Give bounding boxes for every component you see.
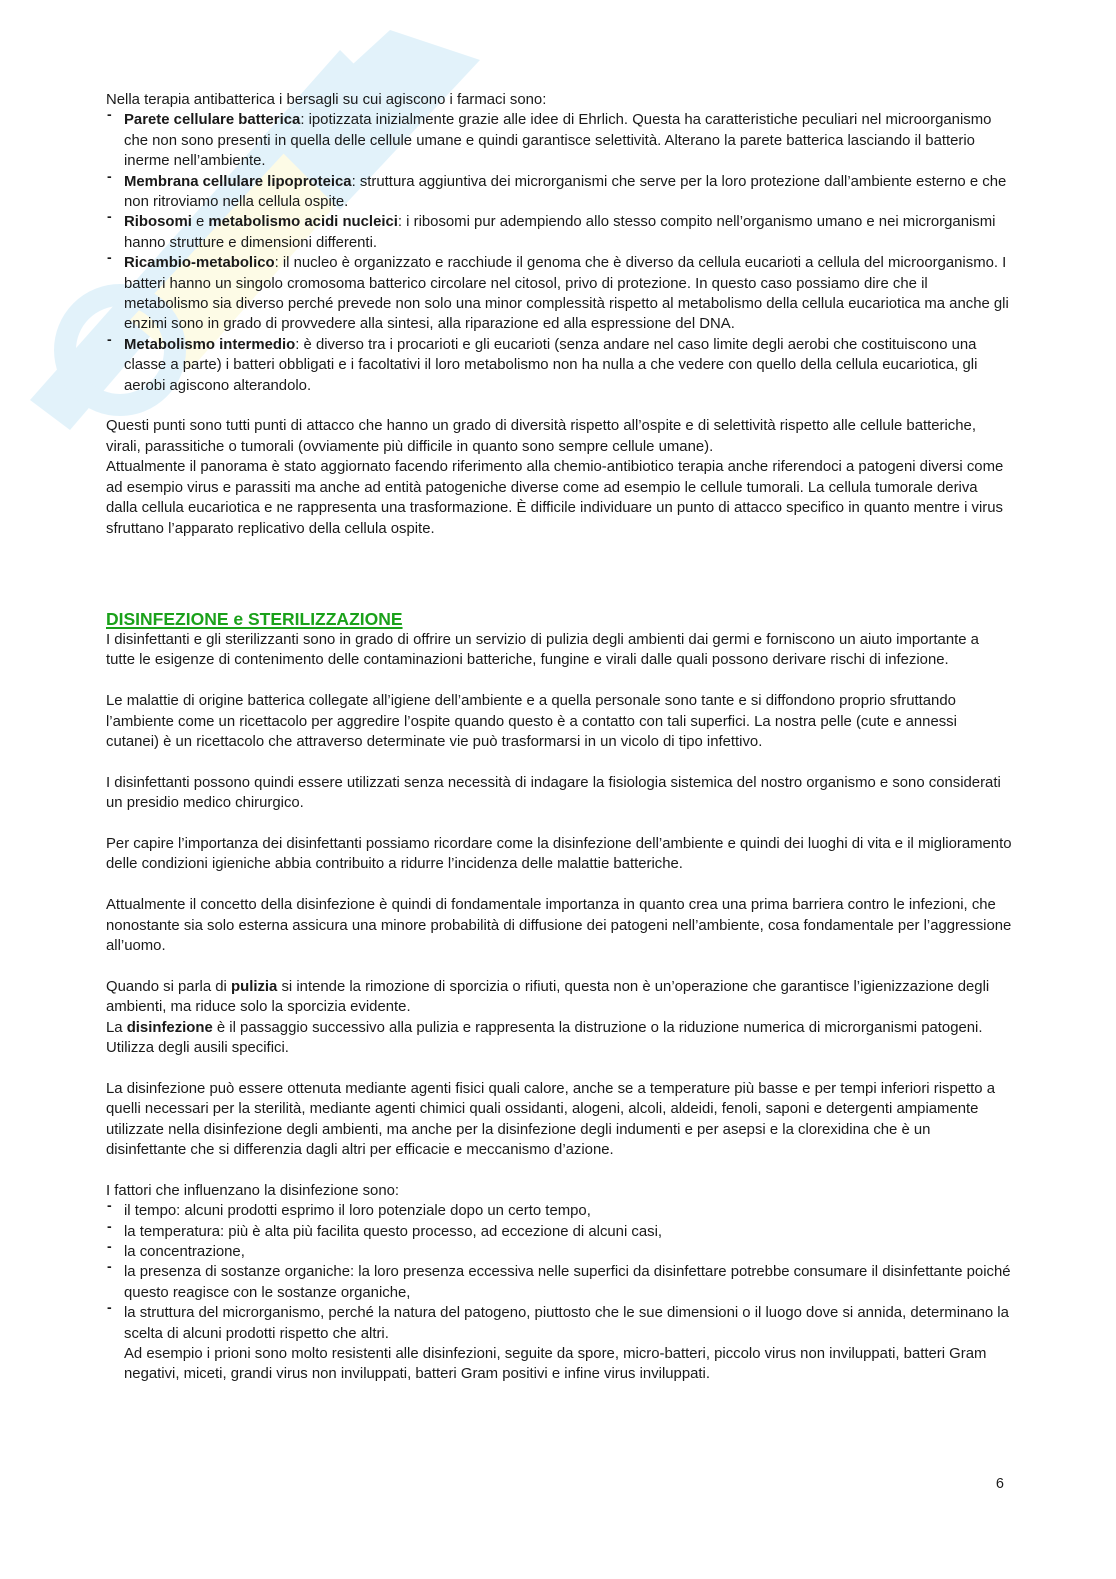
list-item: - il tempo: alcuni prodotti esprimo il loro potenziale dopo un certo tempo, [106,1201,1012,1221]
list-item: - la concentrazione, [106,1242,1012,1262]
paragraph: Attualmente il concetto della disinfezione è quindi di fondamentale importanza in quanto crea una prima barriera contro le infezioni, che nonostante sia solo esterna assicura una minore probabilità di diffusione dei patogeni nell’ambiente, cosa fondamentale per l’aggressione all’uomo. [106,897,1012,954]
term: Metabolismo intermedio [124,336,296,353]
term: Membrana cellulare lipoproteica [124,173,352,190]
section-heading: DISINFEZIONE e STERILIZZAZIONE [106,608,403,629]
factors-intro: I fattori che influenzano la disinfezione sono: [106,1182,400,1199]
paragraph: Per capire l’importanza dei disinfettanti possiamo ricordare come la disinfezione dell’ambiente e quindi dei luoghi di vita e il miglioramento delle condizioni igieniche abbia contribuito a ridurre l’incidenza delle malattie batteriche. [106,835,1012,873]
disinfezione-paragraph: La disinfezione è il passaggio successivo alla pulizia e rappresenta la distruzione o la riduzione numerica di microrganismi patogeni. Utilizza degli ausili specifici. [106,1019,983,1056]
list-item: - Ricambio-metabolico: il nucleo è organizzato e racchiude il genoma che è diverso da cellula eucarioti a cellula del microorganismo. I batteri hanno un singolo cromosoma batterico circolare nel citosol, privo di protezione. In questo caso possiamo dire che il metabolismo sia diverso perché prevede non solo una minor complessità rispetto al metabolismo della cellula eucariotica ma anche gli enzimi sono in grado di provvedere alla sintesi, alla riparazione ed alla espressione del DNA. [106,253,1012,335]
summary-paragraph: Attualmente il panorama è stato aggiornato facendo riferimento alla chemio-antibiotico terapia anche riferendoci a patogeni diversi come ad esempio virus e parassiti ma anche ad entità patogeniche diverse come ad esempio le cellule tumorali. La cellula tumorale deriva dalla cellula eucariotica e ne rappresenta una trasformazione. È difficile individuare un punto di attacco specifico in quanto mentre i virus sfruttano l’apparato replicativo della cellula ospite. [106,459,1004,537]
document-page [106,90,1012,1385]
list-item: - Metabolismo intermedio: è diverso tra i procarioti e gli eucarioti (senza andare nel caso limite degli aerobi che costituiscono una classe a parte) i batteri obbligati e i facoltativi il loro metabolismo non ha nulla a che vedere con quello della cellula eucariotica, gli aerobi agiscono alterandolo. [106,335,1012,396]
paragraph: Le malattie di origine batterica collegate all’igiene dell’ambiente e a quella personale sono tante e si diffondono proprio sfruttando l’ambiente come un ricettacolo per aggredire l’ospite quando questo è a contatto con tali superfici. La nostra pelle (cute e annessi cutanei) è un ricettacolo che attraverso determinate vie può trasformarsi in un vicolo di tipo infettivo. [106,693,957,750]
intro-paragraph: Nella terapia antibatterica i bersagli su cui agiscono i farmaci sono: [106,92,547,108]
list-item: - Parete cellulare batterica: ipotizzata inizialmente grazie alle idee di Ehrlich. Questa ha caratteristiche peculiari nel microorganismo che non sono presenti in quella delle cellule umane e quindi garantisce selettività. Alterano la parete batterica lasciando il batterio inerme nell’ambiente. [106,110,1012,171]
list-item: - Ribosomi e metabolismo acidi nucleici: i ribosomi pur adempiendo allo stesso compito nell’organismo umano e nei microrganismi hanno strutture e dimensioni differenti. [106,212,1012,253]
paragraph: I disinfettanti e gli sterilizzanti sono in grado di offrire un servizio di pulizia degli ambienti dai germi e forniscono un aiuto importante a tutte le esigenze di contenimento delle contaminazioni batteriche, fungine e virali dalle quali possono derivare rischi di infezione. [106,631,979,669]
summary-paragraph: Questi punti sono tutti punti di attacco che hanno un grado di diversità rispetto all’ospite e di selettività rispetto alle cellule batteriche, virali, parassitiche o tumorali (ovviamente più difficile in quanto sono sempre cellule umane). [106,418,976,455]
list-item: - la temperatura: più è alta più facilita questo processo, ad eccezione di alcuni casi, [106,1222,1012,1242]
pulizia-paragraph: Quando si parla di pulizia si intende la rimozione di sporcizia o rifiuti, questa non è un’operazione che garantisce l’igienizzazione degli ambienti, ma riduce solo la sporcizia evidente. [106,978,990,1016]
page-number: 6 [995,1476,1004,1492]
term: Ribosomi [124,214,192,231]
paragraph: La disinfezione può essere ottenuta mediante agenti fisici quali calore, anche se a temperature più basse e per tempi inferiori rispetto a quelli necessari per la sterilità, mediante agenti chimici quali ossidanti, alogeni, alcoli, aldeidi, fenoli, saponi e detergenti ampiamente utilizzate nella disinfezione degli ambienti, ma anche per la disinfezione degli indumenti e per asepsi e la clorexidina che è un disinfettante che si differenzia dagli altri per efficacie e meccanismo d’azione. [106,1080,995,1158]
list-item: - la struttura del microrganismo, perché la natura del patogeno, piuttosto che le sue dimensioni o il luogo dove si annida, determinano la scelta di alcuni prodotti rispetto che altri. [106,1303,1012,1344]
factors-list [106,1201,1012,1344]
term: Ricambio-metabolico [124,255,275,272]
drug-targets-list [106,110,1012,396]
paragraph: I disinfettanti possono quindi essere utilizzati senza necessità di indagare la fisiologia sistemica del nostro organismo e sono considerati un presidio medico chirurgico. [106,774,1001,812]
term: metabolismo acidi nucleici [208,214,398,231]
list-item: - la presenza di sostanze organiche: la loro presenza eccessiva nelle superfici da disinfettare potrebbe consumare il disinfettante poiché questo reagisce con le sostanze organiche, [106,1262,1012,1303]
factors-note: Ad esempio i prioni sono molto resistenti alle disinfezioni, seguite da spore, micro-batteri, piccolo virus non inviluppati, batteri Gram negativi, miceti, grandi virus non inviluppati, batteri Gram positivi e infine virus inviluppati. [124,1346,987,1383]
term: Parete cellulare batterica [124,112,301,129]
list-item: - Membrana cellulare lipoproteica: struttura aggiuntiva dei microrganismi che serve per la loro protezione dall’ambiente esterno e che non ritroviamo nella cellula ospite. [106,172,1012,213]
